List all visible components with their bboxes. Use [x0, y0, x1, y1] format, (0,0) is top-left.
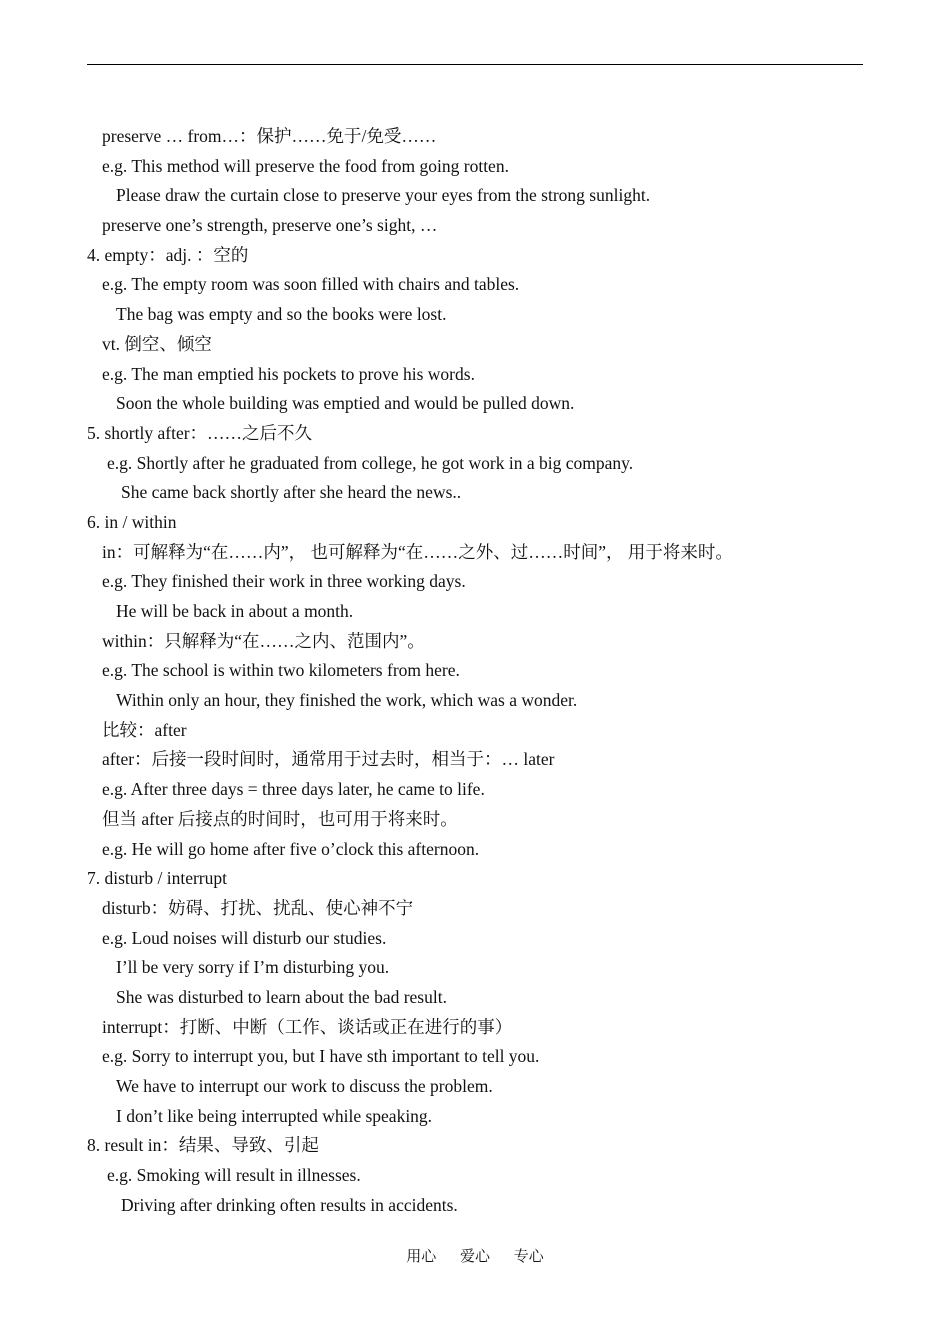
text-line: e.g. Smoking will result in illnesses. [107, 1165, 361, 1186]
text-line: The bag was empty and so the books were lost. [116, 304, 447, 325]
text-line: preserve … from…：保护……免于/免受…… [102, 126, 437, 146]
text-line: 6. in / within [87, 511, 177, 532]
text-line: Please draw the curtain close to preserve your eyes from the strong sunlight. [116, 185, 651, 206]
footer-text: 爱心 [459, 1249, 490, 1265]
header-rule [87, 64, 863, 65]
text-line: 8. result in：结果、导致、引起 [87, 1135, 319, 1156]
text-line: after：后接一段时间时，通常用于过去时，相当于：… later [102, 749, 555, 770]
page-footer [0, 1246, 950, 1268]
text-line: e.g. They finished their work in three working days. [102, 571, 466, 592]
text-line: e.g. The empty room was soon filled with chairs and tables. [102, 274, 520, 295]
footer-text: 用心 [406, 1249, 437, 1265]
text-line: vt. 倒空、倾空 [102, 333, 212, 354]
text-line: He will be back in about a month. [116, 601, 354, 621]
text-line: She came back shortly after she heard the news.. [121, 482, 462, 503]
text-line: within：只解释为“在……之内、范围内”。 [102, 630, 425, 651]
text-line: e.g. Sorry to interrupt you, but I have sth important to tell you. [102, 1046, 540, 1067]
text-line: e.g. This method will preserve the food from going rotten. [102, 155, 509, 176]
text-line: e.g. Shortly after he graduated from college, he got work in a big company. [107, 452, 634, 473]
footer-text: 专心 [513, 1249, 544, 1265]
text-line: 但当 after 后接点的时间时，也可用于将来时。 [102, 808, 458, 829]
text-line: e.g. He will go home after five o’clock this afternoon. [102, 838, 480, 859]
text-line: 4. empty：adj. ：空的 [87, 244, 249, 265]
text-line: 比较：after [102, 719, 187, 740]
text-line: disturb：妨碍、打扰、扰乱、使心神不宁 [102, 897, 414, 918]
text-line: I’ll be very sorry if I’m disturbing you. [116, 957, 390, 978]
text-line: 5. shortly after：……之后不久 [87, 422, 313, 443]
text-line: preserve one’s strength, preserve one’s sight, … [102, 215, 438, 236]
text-line: Soon the whole building was emptied and would be pulled down. [116, 393, 575, 414]
document-body [87, 122, 887, 1220]
text-line: Driving after drinking often results in accidents. [121, 1194, 458, 1215]
text-line: She was disturbed to learn about the bad result. [116, 986, 447, 1007]
text-line: I don’t like being interrupted while speaking. [116, 1105, 433, 1126]
text-line: e.g. Loud noises will disturb our studies. [102, 927, 387, 948]
text-line: e.g. After three days = three days later, he came to life. [102, 779, 485, 800]
text-line: e.g. The school is within two kilometers from here. [102, 660, 460, 681]
text-line: We have to interrupt our work to discuss the problem. [116, 1076, 493, 1096]
text-line: interrupt：打断、中断（工作、谈话或正在进行的事） [102, 1016, 513, 1037]
text-line: Within only an hour, they finished the work, which was a wonder. [116, 690, 578, 711]
text-line: e.g. The man emptied his pockets to prove his words. [102, 363, 475, 384]
text-line: 7. disturb / interrupt [87, 868, 227, 889]
text-line: in：可解释为“在……内”， 也可解释为“在……之外、过……时间”， 用于将来时。 [102, 541, 733, 562]
